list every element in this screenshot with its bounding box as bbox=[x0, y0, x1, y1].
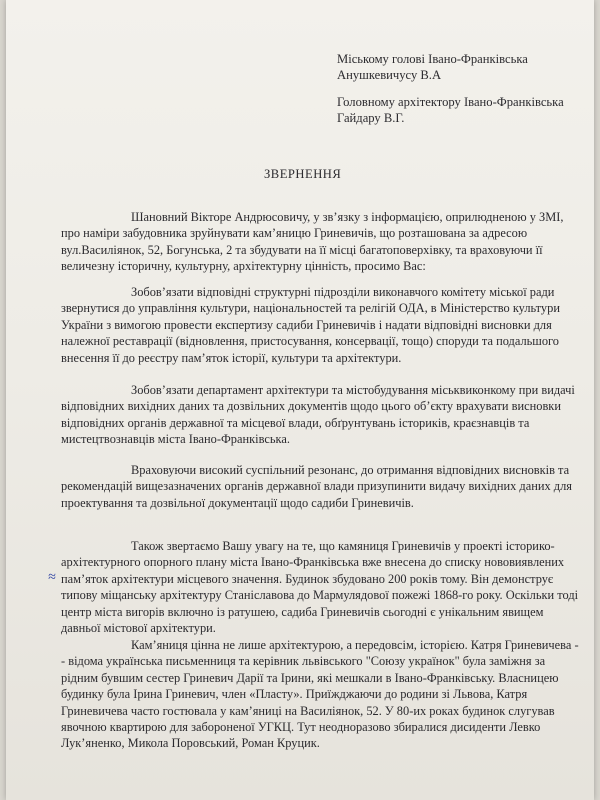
recipient-mayor-line1: Міському голові Івано-Франківська bbox=[337, 52, 528, 66]
document-page bbox=[6, 0, 594, 800]
paragraph-2: Зобов’язати відповідні структурні підрозділи виконавчого комітету міської ради звернутися до управління культури, національностей та релігій ОДА, в Міністерство культури України з вимогою провести експертизу садиби Гриневичів і надати відповідні висновки для належної реставрації (відновлення, пристосування, консервації, тощо) споруди та подальшого внесення її до реєстру пам’яток історії, культури та архітектури. bbox=[61, 285, 560, 365]
document-title: ЗВЕРНЕННЯ bbox=[264, 167, 342, 181]
handwritten-margin-mark: ≈ bbox=[48, 570, 56, 585]
recipient-mayor-line2: Анушкевичусу В.А bbox=[337, 68, 442, 82]
paragraph-3: Зобов’язати департамент архітектури та містобудування міськвиконкому при видачі відповідних вихідних даних та дозвільних документів щодо цього об’єкту врахувати висновки відповідних органів державної та місцевої влади, обґрунтувань істориків, краєзнавців та мистецтвознавців міста Івано-Франківська. bbox=[61, 383, 575, 447]
paragraph-4: Враховуючи високий суспільний резонанс, до отримання відповідних висновків та рекомендацій вищезазначених органів державної влади призупинити видачу вихідних даних для проектування та дозвільної документації щодо садиби Гриневичів. bbox=[61, 463, 572, 510]
recipient-architect-line2: Гайдару В.Г. bbox=[337, 111, 405, 125]
paragraph-6: Кам’яниця цінна не лише архітектурою, а передовсім, історією. Катря Гриневичева -- відома українська письменниця та керівник львівського "Союзу українок" була заміжня за рідним бувшим сестер Гриневич Дарії та Ірини, які мешкали в Івано-Франківську. Власницею будинку була Ірина Гриневич, член «Пласту». Приїжджаючи до родини зі Львова, Катря Гриневичева часто гостювала у кам’яниці на Василіянок, 52. У 80-их роках будинок слугував явочною квартирою для забороненої УГКЦ. Тут неодноразово збиралися дисиденти Левко Лук’яненко, Микола Поровський, Роман Круцик. bbox=[61, 638, 579, 751]
paragraph-5: Також звертаємо Вашу увагу на те, що камяниця Гриневичів у проекті історико-архітектурного опорного плану міста Івано-Франківська вже внесена до списку нововиявлених пам’яток архітектури місцевого значення. Будинок збудовано 200 років тому. Він демонструє типову міщанську архітектуру Станіславова до Мармулядової пожежі 1868-го року. Оскільки тоді центр міста вигорів включно із ратушею, садиба Гриневичів сьогодні є унікальним явищем давньої містової архітектури. bbox=[61, 539, 579, 636]
paragraph-1: Шановний Вікторе Андрюсовичу, у зв’язку з інформацією, оприлюдненою у ЗМІ, про наміри забудовника зруйнувати кам’яницю Гриневичів, що розташована за адресою вул.Василіянок, 52, Богунська, 2 та збудувати на її місці багатоповерхівку, та враховуючи її величезну історичну, культурну, архітектурну цінність, просимо Вас: bbox=[61, 210, 564, 274]
recipient-architect-line1: Головному архітектору Івано-Франківська bbox=[337, 95, 564, 109]
